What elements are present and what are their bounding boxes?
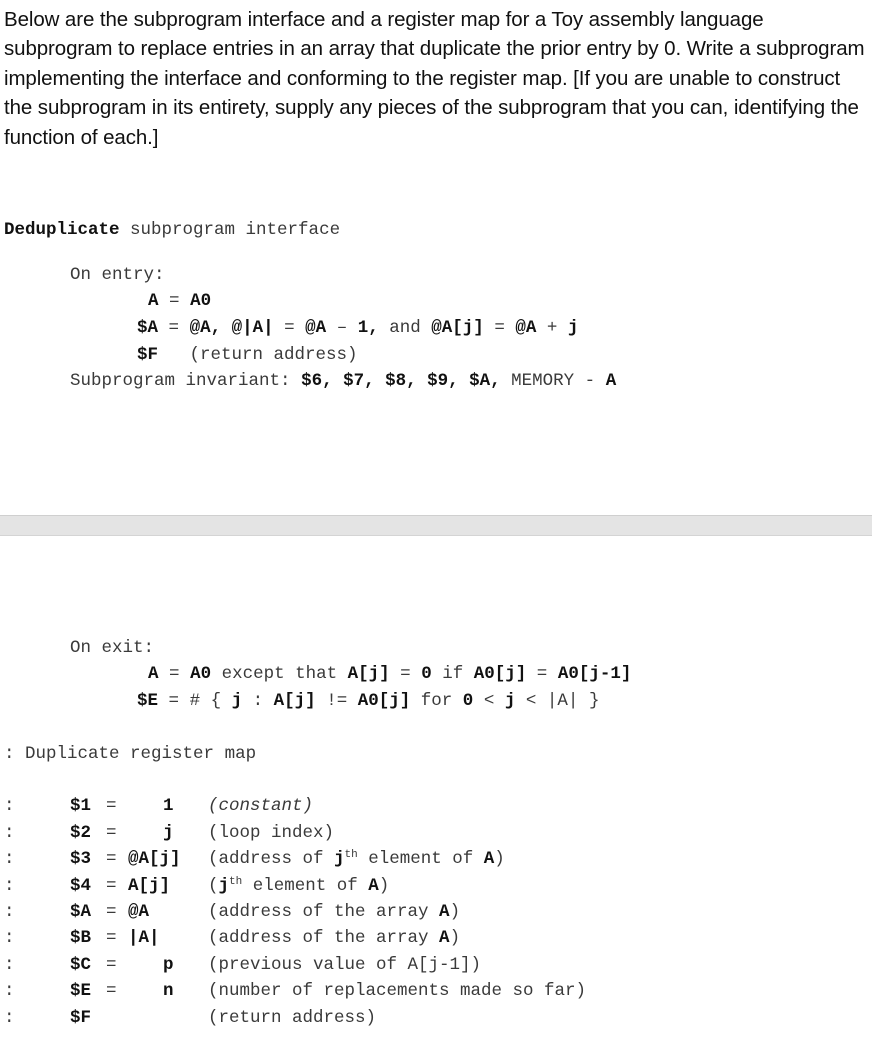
register-row: : $C = p (previous value of A[j-1])	[4, 954, 482, 975]
subprogram-invariant: Subprogram invariant: $6, $7, $8, $9, $A, MEMORY - A	[70, 371, 617, 391]
subprogram-name: Deduplicate	[4, 220, 120, 240]
register-map	[4, 767, 586, 1057]
interface-title	[4, 217, 340, 243]
on-entry-label: On entry:	[70, 265, 165, 285]
register-row: : $F (return address)	[4, 1007, 377, 1028]
interface-title-rest: subprogram interface	[119, 220, 341, 240]
register-row: : $E = n (number of replacements made so far)	[4, 981, 587, 1002]
exit-line-se: $E = # { j : A[j] != A0[j] for 0 < j < |A| }	[137, 691, 600, 711]
register-row: : $1 = 1 (constant)	[4, 796, 314, 817]
entry-line-sf: $F (return address)	[137, 345, 358, 365]
register-row: : $A = @A (address of the array A)	[4, 902, 461, 923]
register-row: : $B = |A| (address of the array A)	[4, 928, 461, 949]
entry-line-sa: $A = @A, @|A| = @A – 1, and @A[j] = @A + j	[137, 318, 579, 338]
register-row: : $2 = j (loop index)	[4, 822, 335, 843]
register-row: : $4 = A[j] ($j^{th}$ element of A)	[4, 875, 390, 896]
on-exit-label: On exit:	[70, 638, 155, 658]
entry-line-a: A = A0	[148, 291, 212, 311]
register-row: : $3 = @A[j] (address of $j^{th}$ element of A)	[4, 849, 505, 870]
register-map-title: : Duplicate register map	[4, 744, 257, 764]
exit-line-a: A = A0 except that A[j] = 0 if A0[j] = A0[j-1]	[148, 664, 632, 684]
page-divider	[0, 515, 872, 536]
problem-statement: Below are the subprogram interface and a register map for a Toy assembly language subprogram to replace entries in an array that duplicate the prior entry by 0. Write a subprogram implementing the interface and conforming to the register map. [If you are unable to construct the subprogram in its entirety, supply any pieces of the subprogram that you can, identifying the function of each.]	[4, 8, 865, 149]
